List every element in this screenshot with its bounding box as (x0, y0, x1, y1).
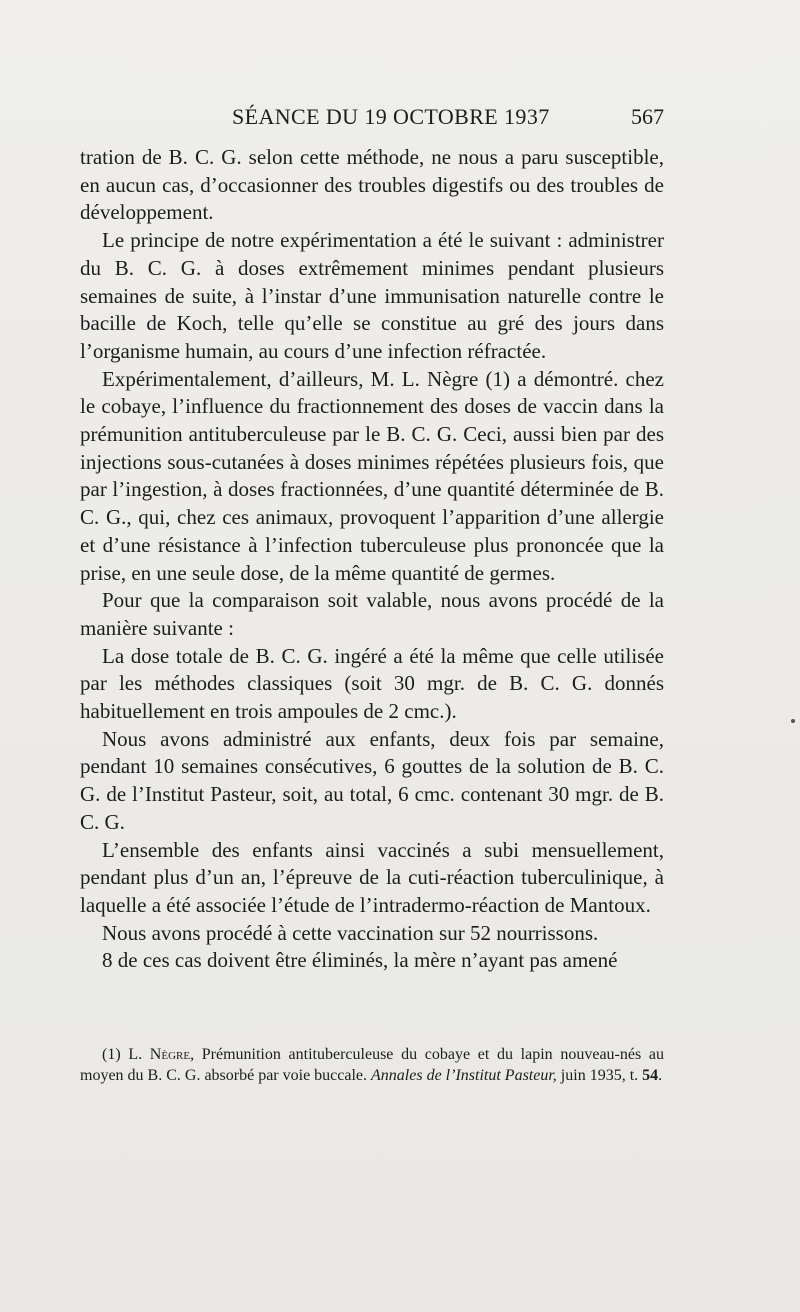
footnote (80, 1044, 664, 1086)
running-title: SÉANCE DU 19 OCTOBRE 1937 (232, 104, 550, 129)
paragraph-2: Le principe de notre expérimentation a été le suivant : administrer du B. C. G. à doses extrêmement minimes pendant plusieurs semaines de suite, à l’instar d’une immunisation naturelle contre le bacille de Koch, telle qu’elle se constitue au gré des jours dans l’organisme humain, au cours d’une infection réfractée. (80, 228, 664, 363)
paragraph-8: Nous avons procédé à cette vaccination sur 52 nourrissons. (102, 920, 599, 945)
footnote-text: Prémunition antituberculeuse du cobaye et du lapin nouveau-nés au moyen du B. C. G. absorbé par voie buccale. (80, 1046, 664, 1084)
page-number: 567 (631, 104, 664, 129)
paragraph-7: L’ensemble des enfants ainsi vaccinés a subi mensuellement, pendant plus d’un an, l’épreuve de la cuti-réaction tuberculinique, à laquelle a été associée l’étude de l’intradermo-réaction de Mantoux. (80, 837, 664, 917)
paragraph-1: tration de B. C. G. selon cette méthode, ne nous a paru susceptible, en aucun cas, d’occasionner des troubles digestifs ou des troubles de développement. (80, 145, 664, 225)
page-header (80, 104, 664, 134)
paragraph-4: Pour que la comparaison soit valable, nous avons procédé de la manière suivante : (80, 588, 664, 640)
footnote-end: . (658, 1067, 663, 1084)
paragraph-5: La dose totale de B. C. G. ingéré a été la même que celle utilisée par les méthodes classiques (soit 30 mgr. de B. C. G. donnés habituellement en trois ampoules de 2 cmc.). (80, 643, 664, 724)
footnote-journal: Annales de l’Institut Pasteur, (371, 1067, 557, 1084)
paragraph-6: Nous avons administré aux enfants, deux fois par semaine, pendant 10 semaines consécutives, 6 gouttes de la solution de B. C. G. de l’Institut Pasteur, soit, au total, 6 cmc. contenant 30 mgr. de B. C. G. (80, 726, 664, 834)
paragraph-9: 8 de ces cas doivent être éliminés, la mère n’ayant pas amené (102, 948, 618, 973)
footnote-marker: (1) (102, 1046, 121, 1063)
footnote-volume: 54 (642, 1067, 659, 1084)
footnote-date: juin 1935, t. (560, 1067, 639, 1084)
footnote-1 (80, 1044, 664, 1086)
footnote-author: L. Nègre, (128, 1046, 195, 1063)
page-speck (791, 719, 795, 723)
body-text (80, 144, 664, 975)
paragraph-3: Expérimentalement, d’ailleurs, M. L. Nègre (1) a démontré. chez le cobaye, l’influence du fractionnement des doses de vaccin dans la prémunition antituberculeuse par le B. C. G. Ceci, aussi bien par des injections sous-cutanées à doses minimes répétées plusieurs fois, que par l’ingestion, à doses fractionnées, d’une quantité déterminée de B. C. G., qui, chez ces animaux, provoquent l’apparition d’une allergie et d’une résistance à l’infection tuberculeuse plus prononcée que la prise, en une seule dose, de la même quantité de germes. (80, 366, 664, 585)
